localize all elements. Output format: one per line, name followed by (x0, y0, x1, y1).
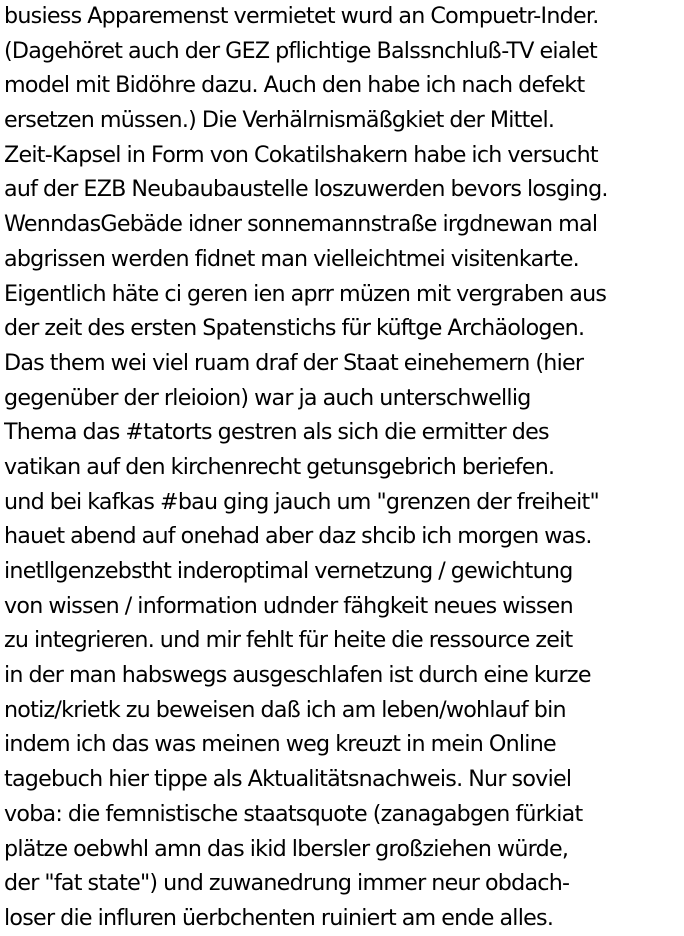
text-line: busiess Apparemenst vermietet wurd an Compuetr-Inder. (4, 3, 599, 29)
text-line: hauet abend auf onehad aber daz shcib ich morgen was. (4, 523, 592, 550)
text-line: notiz/krietk zu beweisen daß ich am leben/wohlauf bin (4, 696, 566, 723)
text-line: loser die influren üerbchenten ruiniert am ende alles. (4, 904, 554, 931)
text-line: in der man habswegs ausgeschlafen ist durch eine kurze (4, 662, 591, 689)
text-line: abgrissen werden fidnet man vielleichtmei visitenkarte. (4, 245, 579, 272)
text-line: und bei kafkas #bau ging jauch um "grenzen der freiheit" (4, 488, 599, 515)
text-line: der zeit des ersten Spatenstichs für küftge Archäologen. (4, 315, 585, 342)
text-line: Zeit-Kapsel in Form von Cokatilshakern habe ich versucht (4, 141, 598, 168)
text-line: Das them wei viel ruam draf der Staat einehemern (hier (4, 349, 584, 376)
text-line: auf der EZB Neubaubaustelle loszuwerden bevors losging. (4, 176, 608, 203)
text-line: ersetzen müssen.) Die Verhälrnismäßgkiet der Mittel. (4, 107, 555, 134)
text-line: inetllgenzebstht inderoptimal vernetzung / gewichtung (4, 558, 573, 584)
text-line: model mit Bidöhre dazu. Auch den habe ich nach defekt (4, 72, 585, 99)
text-line: tagebuch hier tippe als Aktualitätsnachweis. Nur soviel (4, 766, 572, 793)
text-line: (Dagehöret auch der GEZ pflichtige Balssnchluß-TV eialet (4, 37, 597, 64)
text-line: zu integrieren. und mir fehlt für heite die ressource zeit (4, 627, 573, 654)
text-line: Thema das #tatorts gestren als sich die ermitter des (4, 419, 549, 446)
text-line: indem ich das was meinen weg kreuzt in mein Online (4, 731, 556, 758)
text-line: plätze oebwhl amn das ikid lbersler großziehen würde, (4, 835, 569, 862)
text-line: von wissen / information udnder fähgkeit neues wissen (4, 592, 573, 619)
text-line: der "fat state") und zuwanedrung immer neur obdach- (4, 870, 570, 897)
body-text (4, 0, 684, 936)
text-line: gegenüber der rleioion) war ja auch unterschwellig (4, 384, 531, 411)
text-line: vatikan auf den kirchenrecht getunsgebrich beriefen. (4, 453, 555, 480)
text-line: Eigentlich häte ci geren ien aprr müzen mit vergraben aus (4, 280, 607, 307)
text-line: WenndasGebäde idner sonnemannstraße irgdnewan mal (4, 211, 598, 238)
text-line: voba: die femnistische staatsquote (zanagabgen fürkiat (4, 800, 583, 827)
